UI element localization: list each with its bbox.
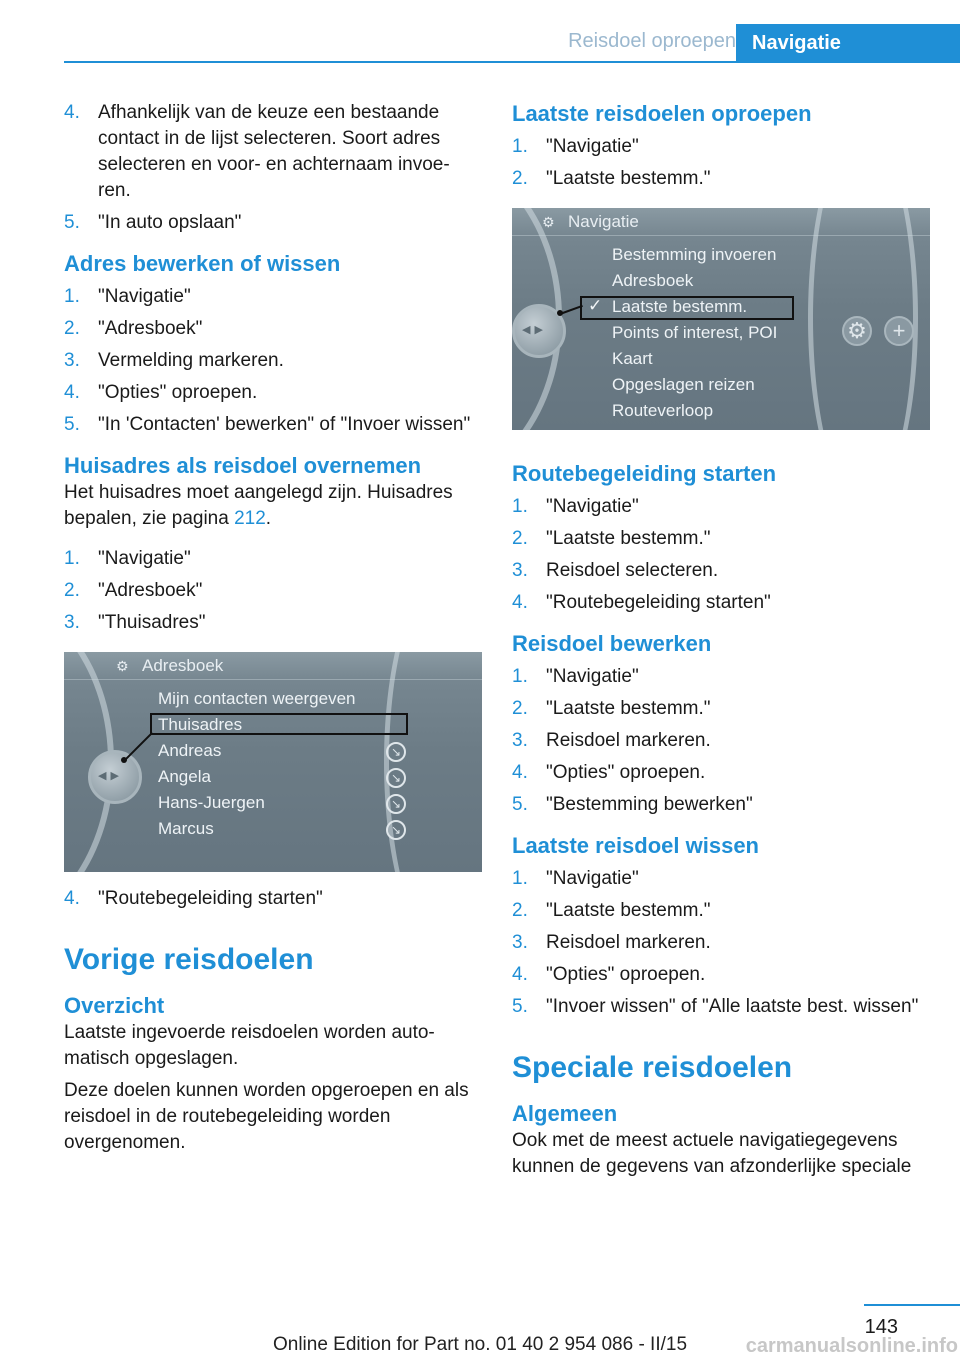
edition-footer: Online Edition for Part no. 01 40 2 954 086 - II/15 [272,1334,688,1355]
list-item: 1. "Navigatie" [64,286,191,307]
route-icon: ↘ [386,820,406,840]
list-item: 2. "Adresboek" [64,580,203,601]
list-item: 2. "Adresboek" [64,318,203,339]
edit-destination-steps [512,664,930,818]
navigatie-screenshot [512,208,930,430]
route-icon: ↘ [386,768,406,788]
list-item: 4. "Opties" oproepen. [512,964,706,985]
edit-address-heading: Adres bewerken of wissen [64,251,341,276]
general-heading: Algemeen [512,1101,618,1126]
recall-heading: Laatste reisdoelen oproepen [512,101,812,126]
start-steps [512,494,930,616]
delete-destination-heading: Laatste reisdoel wissen [512,833,759,858]
header-rule [64,61,960,63]
list-item: 3. Vermelding markeren. [64,350,284,371]
page-number: 143 [864,1316,898,1338]
list-item: 3. "Thuisadres" [64,612,206,633]
list-item: 4. "Routebegeleiding starten" [512,592,771,613]
left-column [64,100,482,1156]
start-heading: Routebegeleiding starten [512,461,777,486]
screen-menu [158,686,356,842]
page-link[interactable]: 212 [234,508,266,529]
navigation-icon: ⚙ [542,214,555,230]
menu-item: Adresboek [612,271,694,290]
list-item: 5. "In auto opslaan" [64,212,242,233]
list-item: 3. Reisdoel markeren. [512,730,711,751]
callout-dot [557,310,563,316]
menu-item: Mijn contacten weergeven [158,689,356,708]
route-icon: ↘ [386,742,406,762]
menu-item: Thuisadres [158,715,243,734]
list-item: 2. "Laatste bestemm." [512,528,711,549]
list-item: 1. "Navigatie" [512,136,639,157]
screen-title: Adresboek [142,656,224,675]
list-item: 1. "Navigatie" [512,868,639,889]
adresboek-screenshot [64,652,482,872]
general-para: Ook met de meest actuele navigatiegegevens kunnen de gegevens van afzonderlijke speciale [512,1130,912,1177]
delete-destination-steps [512,866,930,1020]
header-section-title: Reisdoel oproepen [568,30,736,52]
home-address-steps [64,546,482,636]
menu-item: Marcus [158,819,214,838]
navigation-icon: ⚙ [116,658,129,674]
list-item: 3. Reisdoel selecteren. [512,560,719,581]
plus-icon: + [884,316,914,346]
list-item: 2. "Laatste bestemm." [512,698,711,719]
header-chapter-tab: Navigatie [736,24,960,62]
controller-knob-icon [88,750,142,804]
list-item: 5. "Bestemming bewerken" [512,794,753,815]
callout-dot [121,757,127,763]
right-column [512,100,930,1180]
list-item: 5. "Invoer wissen" of "Alle laatste best. wissen" [512,996,919,1017]
menu-item: Andreas [158,741,222,760]
selection-highlight [580,296,794,320]
list-item: 2. "Laatste bestemm." [512,900,711,921]
previous-destinations-title: Vorige reisdoelen [64,943,314,976]
list-item: 1. "Navigatie" [512,496,639,517]
special-destinations-title: Speciale reisdoelen [512,1051,793,1084]
list-item: 1. "Navigatie" [512,666,639,687]
page-header [0,24,960,64]
menu-item: Points of interest, POI [612,323,778,342]
recall-steps [512,134,930,192]
list-item: 4. "Routebegeleiding starten" [64,888,323,909]
list-item: 5. "In 'Contacten' bewerken" of "Invoer wissen" [64,414,471,435]
menu-item: Opgeslagen reizen [612,375,755,394]
menu-item: Laatste bestemm. [612,297,748,316]
watermark: carmanualsonline.info [745,1335,958,1357]
screen-menu [612,242,777,424]
menu-item: Angela [158,767,211,786]
route-icon: ↘ [386,794,406,814]
menu-item: Bestemming invoeren [612,245,777,264]
list-item: 3. Reisdoel markeren. [512,932,711,953]
menu-item: Routeverloop [612,401,714,420]
selection-highlight [150,713,408,735]
check-icon: ✓ [588,296,603,315]
callout-line [123,732,153,762]
list-item: 4. "Opties" oproepen. [512,762,706,783]
home-address-final-steps [64,886,482,912]
footer-rule [864,1304,960,1306]
screen-title: Navigatie [568,212,639,231]
list-item: 4. Afhankelijk van de keuze een bestaande contact in de lijst selecteren. Soort adres selecteren en voor- en achternaam invoe-ren. [64,102,450,201]
edit-destination-heading: Reisdoel bewerken [512,631,712,656]
menu-item: Kaart [612,349,653,368]
overview-para-1: Laatste ingevoerde reisdoelen worden auto-matisch opgeslagen. [64,1022,435,1069]
edit-address-steps [64,284,482,438]
list-item: 2. "Laatste bestemm." [512,168,711,189]
list-item: 1. "Navigatie" [64,548,191,569]
home-address-body: Het huisadres moet aangelegd zijn. Huisadres bepalen, zie pagina 212. [64,482,453,529]
overview-heading: Overzicht [64,993,165,1018]
overview-para-2: Deze doelen kunnen worden opgeroepen en als reisdoel in de routebegeleiding worden overgenomen. [64,1080,469,1153]
list-item: 4. "Opties" oproepen. [64,382,258,403]
settings-button-icon: ⚙ [842,316,872,346]
intro-steps [64,100,482,236]
home-address-heading: Huisadres als reisdoel overnemen [64,453,422,478]
menu-item: Hans-Juergen [158,793,265,812]
